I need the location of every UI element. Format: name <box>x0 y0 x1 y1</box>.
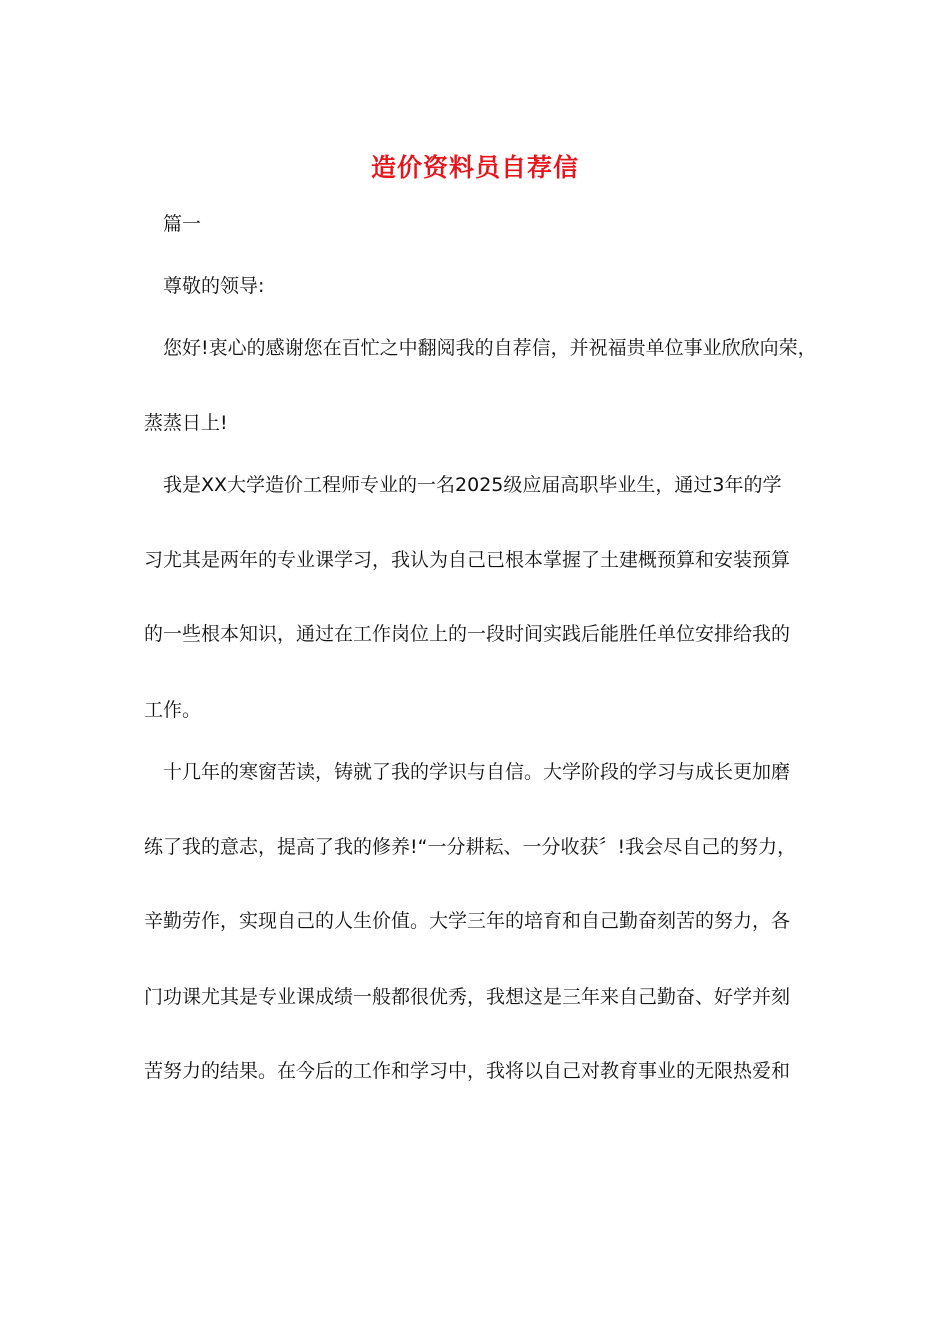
paragraph-line: 蒸蒸日上! <box>144 412 228 434</box>
salutation: 尊敬的领导: <box>163 275 265 297</box>
paragraph-line: 练了我的意志，提高了我的修养!“一分耕耘、一分收获〞!我会尽自己的努力， <box>144 836 797 858</box>
paragraph-line: 门功课尤其是专业课成绩一般都很优秀，我想这是三年来自己勤奋、好学并刻 <box>144 986 791 1008</box>
section-heading: 篇一 <box>163 213 202 235</box>
paragraph-line: 的一些根本知识，通过在工作岗位上的一段时间实践后能胜任单位安排给我的 <box>144 623 791 645</box>
paragraph-line: 苦努力的结果。在今后的工作和学习中，我将以自己对教育事业的无限热爱和 <box>144 1060 791 1082</box>
paragraph-line: 您好!衷心的感谢您在百忙之中翻阅我的自荐信，并祝福贵单位事业欣欣向荣， <box>163 337 817 359</box>
paragraph-line: 习尤其是两年的专业课学习，我认为自己已根本掌握了土建概预算和安装预算 <box>144 549 791 571</box>
paragraph-line: 我是XX大学造价工程师专业的一名2025级应届高职毕业生，通过3年的学 <box>163 474 782 496</box>
paragraph-line: 工作。 <box>144 699 202 721</box>
document-title: 造价资料员自荐信 <box>370 153 579 182</box>
paragraph-line: 辛勤劳作，实现自己的人生价值。大学三年的培育和自己勤奋刻苦的努力，各 <box>144 910 791 932</box>
paragraph-line: 十几年的寒窗苦读，铸就了我的学识与自信。大学阶段的学习与成长更加磨 <box>163 761 791 783</box>
